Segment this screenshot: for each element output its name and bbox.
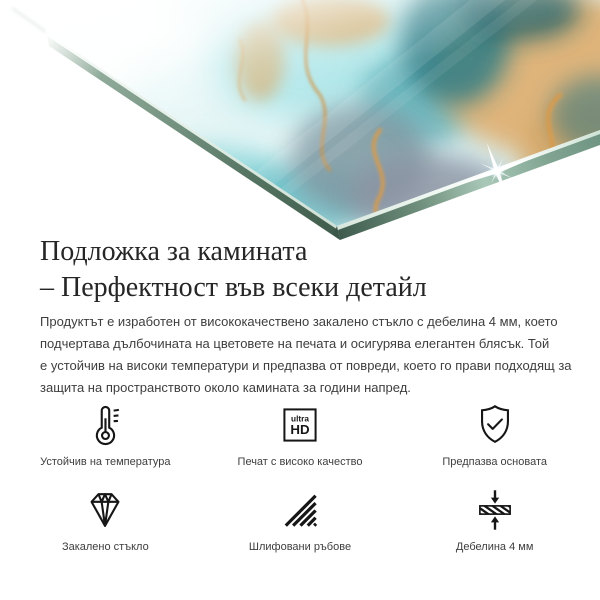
ultra-text: ultra — [291, 414, 309, 424]
thickness-icon — [473, 486, 517, 534]
diamond-icon — [82, 486, 128, 534]
feature-label: Шлифовани ръбове — [248, 541, 352, 553]
feature-print-quality — [203, 401, 398, 471]
glass-panel-illustration — [0, 0, 600, 240]
page-title — [40, 234, 570, 306]
product-description — [40, 311, 585, 399]
glass-edge-fade — [12, 8, 46, 32]
feature-polished-edges — [203, 486, 398, 556]
description-line: е устойчив на високи температури и предпазва от повреди, което го прави подходящ за — [40, 358, 572, 373]
description-line: подчертава дълбочината на цветовете на печата и осигурява елегантен блясък. Той — [40, 336, 550, 351]
description-line: защита на пространството около камината за години напред. — [40, 380, 411, 395]
feature-label: Дебелина 4 мм — [455, 541, 534, 553]
feature-temperature — [8, 401, 203, 471]
feature-thickness — [397, 486, 592, 556]
feature-label: Устойчив на температура — [40, 456, 171, 468]
description-line: Продуктът е изработен от висококачествено закалено стъкло с дебелина 4 мм, което — [40, 314, 558, 329]
polished-edges-icon — [278, 486, 322, 534]
feature-protects-base — [397, 401, 592, 471]
feature-label: Предпазва основата — [442, 456, 547, 468]
page-title-line1: Подложка за камината — [40, 236, 308, 267]
ultra-hd-icon — [278, 401, 322, 449]
feature-label: Печат с високо качество — [237, 456, 363, 468]
product-photo — [0, 0, 600, 240]
features-grid — [8, 401, 592, 556]
feature-label: Закалено стъкло — [61, 541, 149, 553]
page-title-line2: – Перфектност във всеки детайл — [40, 272, 427, 303]
shield-check-icon — [472, 401, 518, 449]
feature-tempered-glass — [8, 486, 203, 556]
hd-text: HD — [290, 422, 310, 438]
thermometer-icon — [82, 401, 128, 449]
